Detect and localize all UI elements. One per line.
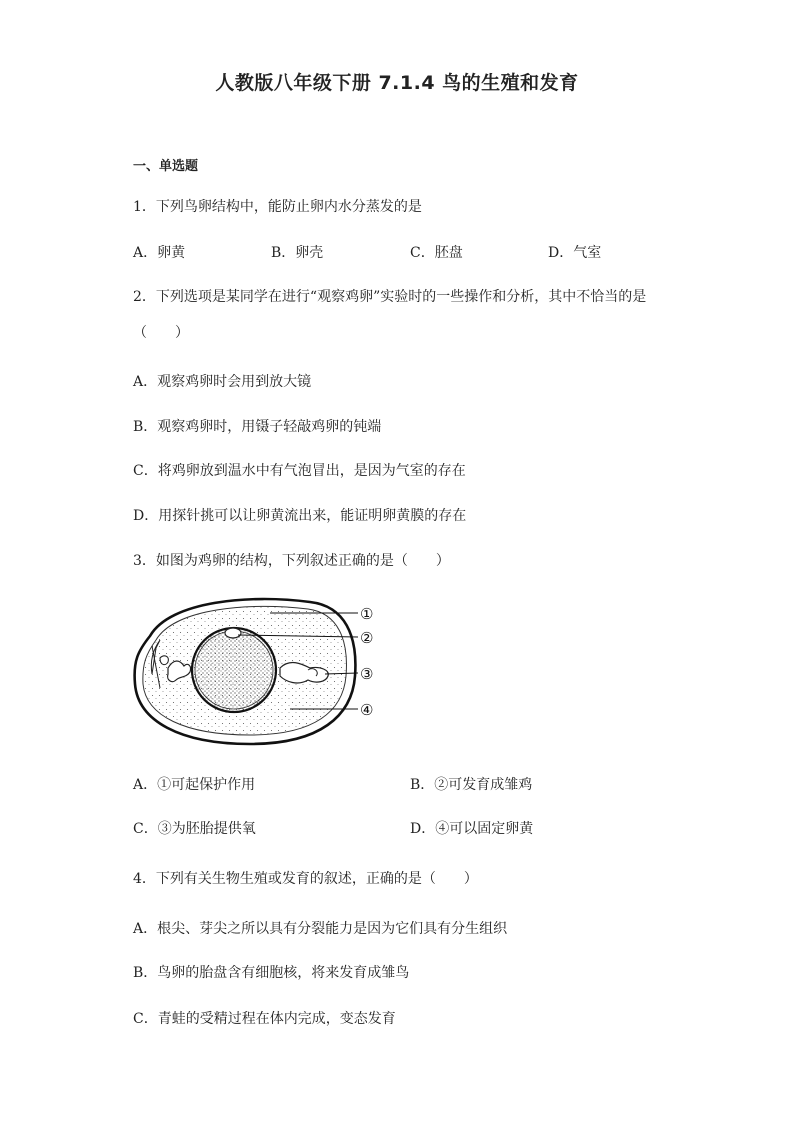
q4-option-c: C．青蛙的受精过程在体内完成，变态发育: [133, 1011, 396, 1027]
q2-option-c: C．将鸡卵放到温水中有气泡冒出，是因为气室的存在: [133, 463, 466, 479]
question-4-stem: 4．下列有关生物生殖或发育的叙述，正确的是（ ）: [133, 871, 478, 887]
q1-option-a: A．卵黄: [133, 245, 186, 261]
germinal-disc: [225, 628, 241, 638]
q2-option-b: B．观察鸡卵时，用镊子轻敲鸡卵的钝端: [133, 419, 382, 435]
diagram-label-3: ③: [360, 665, 374, 683]
diagram-label-1: ①: [360, 605, 374, 623]
question-2-stem-cont: （ ）: [133, 325, 189, 341]
question-3-stem: 3．如图为鸡卵的结构，下列叙述正确的是（ ）: [133, 553, 450, 569]
q1-option-b: B．卵壳: [271, 245, 324, 261]
egg-structure-diagram: [130, 596, 390, 748]
q3-option-a: A．①可起保护作用: [133, 777, 256, 793]
q3-option-b: B．②可发育成雏鸡: [410, 777, 533, 793]
q2-option-a: A．观察鸡卵时会用到放大镜: [133, 374, 312, 390]
diagram-label-2: ②: [360, 629, 374, 647]
page-title: 人教版八年级下册 7.1.4 鸟的生殖和发育: [215, 72, 579, 94]
q3-option-c: C．③为胚胎提供氧: [133, 821, 256, 837]
q1-option-d: D．气室: [548, 245, 602, 261]
q1-option-c: C．胚盘: [410, 245, 463, 261]
q2-option-d: D．用探针挑可以让卵黄流出来，能证明卵黄膜的存在: [133, 508, 467, 524]
diagram-label-4: ④: [360, 701, 374, 719]
question-1-stem: 1．下列鸟卵结构中，能防止卵内水分蒸发的是: [133, 199, 422, 215]
section-heading: 一、单选题: [133, 159, 199, 174]
yolk: [192, 628, 276, 712]
q3-option-d: D．④可以固定卵黄: [410, 821, 534, 837]
question-2-stem: 2．下列选项是某同学在进行“观察鸡卵”实验时的一些操作和分析，其中不恰当的是: [133, 289, 647, 305]
q4-option-a: A．根尖、芽尖之所以具有分裂能力是因为它们具有分生组织: [133, 921, 508, 937]
q4-option-b: B．鸟卵的胎盘含有细胞核，将来发育成雏鸟: [133, 965, 410, 981]
